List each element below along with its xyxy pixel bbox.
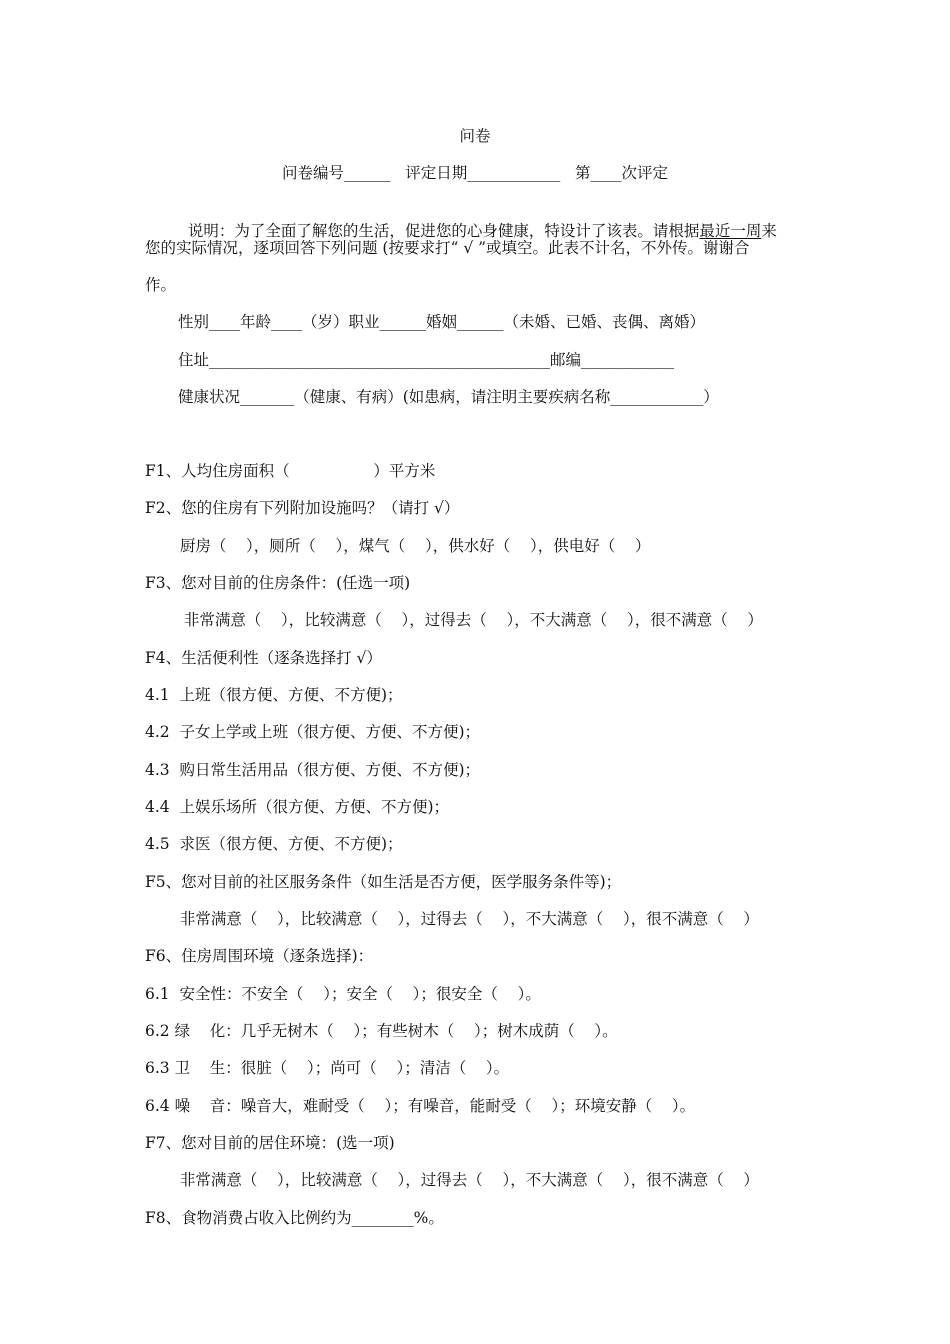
question-f2: F2、您的住房有下列附加设施吗？（请打 √）: [145, 499, 460, 517]
personal-line-3: 健康状况_______（健康、有病）(如患病，请注明主要疾病名称____________）: [178, 388, 719, 406]
question-6-4: 6.4 噪 音：噪音大，难耐受（ ）；有噪音，能耐受（ ）；环境安静（ ）。: [145, 1097, 696, 1115]
question-6-2: 6.2 绿 化：几乎无树木（ ）；有些树木（ ）；树木成荫（ ）。: [145, 1022, 618, 1040]
question-4-3: 4.3 购日常生活用品（很方便、方便、不方便)；: [145, 761, 481, 779]
personal-line-1: 性别____年龄____（岁）职业______婚姻______（未婚、已婚、丧偶、离婚）: [178, 313, 706, 331]
question-4-2: 4.2 子女上学或上班（很方便、方便、不方便)；: [145, 723, 481, 741]
question-f4: F4、生活便利性（逐条选择打 √）: [145, 649, 382, 667]
question-f3-options: 非常满意（ ），比较满意（ ），过得去（ ），不大满意（ ），很不满意（ ）: [174, 611, 763, 629]
intro-line-1-end: 来: [761, 222, 777, 240]
question-f8: F8、食物消费占收入比例约为________%。: [145, 1209, 444, 1227]
question-4-5: 4.5 求医（很方便、方便、不方便)；: [145, 835, 403, 853]
question-f6: F6、住房周围环境（逐条选择)：: [145, 947, 374, 965]
intro-line-1: [178, 201, 777, 241]
meta-line: 问卷编号______ 评定日期____________ 第____次评定: [281, 164, 669, 182]
personal-line-2: 住址____________________________________________邮编____________: [178, 351, 675, 369]
intro-line-2: 您的实际情况，逐项回答下列问题 (按要求打“ √ ”或填空。此表不计名，不外传。谢谢合: [145, 239, 750, 257]
question-6-3: 6.3 卫 生：很脏（ ）；尚可（ ）；清洁（ ）。: [145, 1059, 510, 1077]
question-f3: F3、您对目前的住房条件：(任选一项): [145, 574, 411, 592]
question-f7-options: 非常满意（ ），比较满意（ ），过得去（ ），不大满意（ ），很不满意（ ）: [170, 1171, 759, 1189]
question-4-1: 4.1 上班（很方便、方便、不方便)；: [145, 686, 403, 704]
question-f5: F5、您对目前的社区服务条件（如生活是否方便，医学服务条件等)；: [145, 873, 622, 891]
question-4-4: 4.4 上娱乐场所（很方便、方便、不方便)；: [145, 798, 450, 816]
intro-line-1-text: 说明：为了全面了解您的生活，促进您的心身健康，特设计了该表。请根据: [187, 222, 700, 240]
question-f7: F7、您对目前的居住环境：(选一项): [145, 1134, 395, 1152]
question-f1: F1、人均住房面积（ ）平方米: [145, 462, 436, 480]
question-f2-options: 厨房（ ），厕所（ ），煤气（ ），供水好（ ），供电好（ ）: [170, 537, 651, 555]
question-6-1: 6.1 安全性：不安全（ ）；安全（ ）；很安全（ ）。: [145, 985, 541, 1003]
intro-underlined-period: 最近一周: [699, 222, 762, 240]
intro-line-3: 作。: [145, 276, 177, 294]
page-title: 问卷: [459, 127, 491, 145]
question-f5-options: 非常满意（ ），比较满意（ ），过得去（ ），不大满意（ ），很不满意（ ）: [170, 910, 759, 928]
